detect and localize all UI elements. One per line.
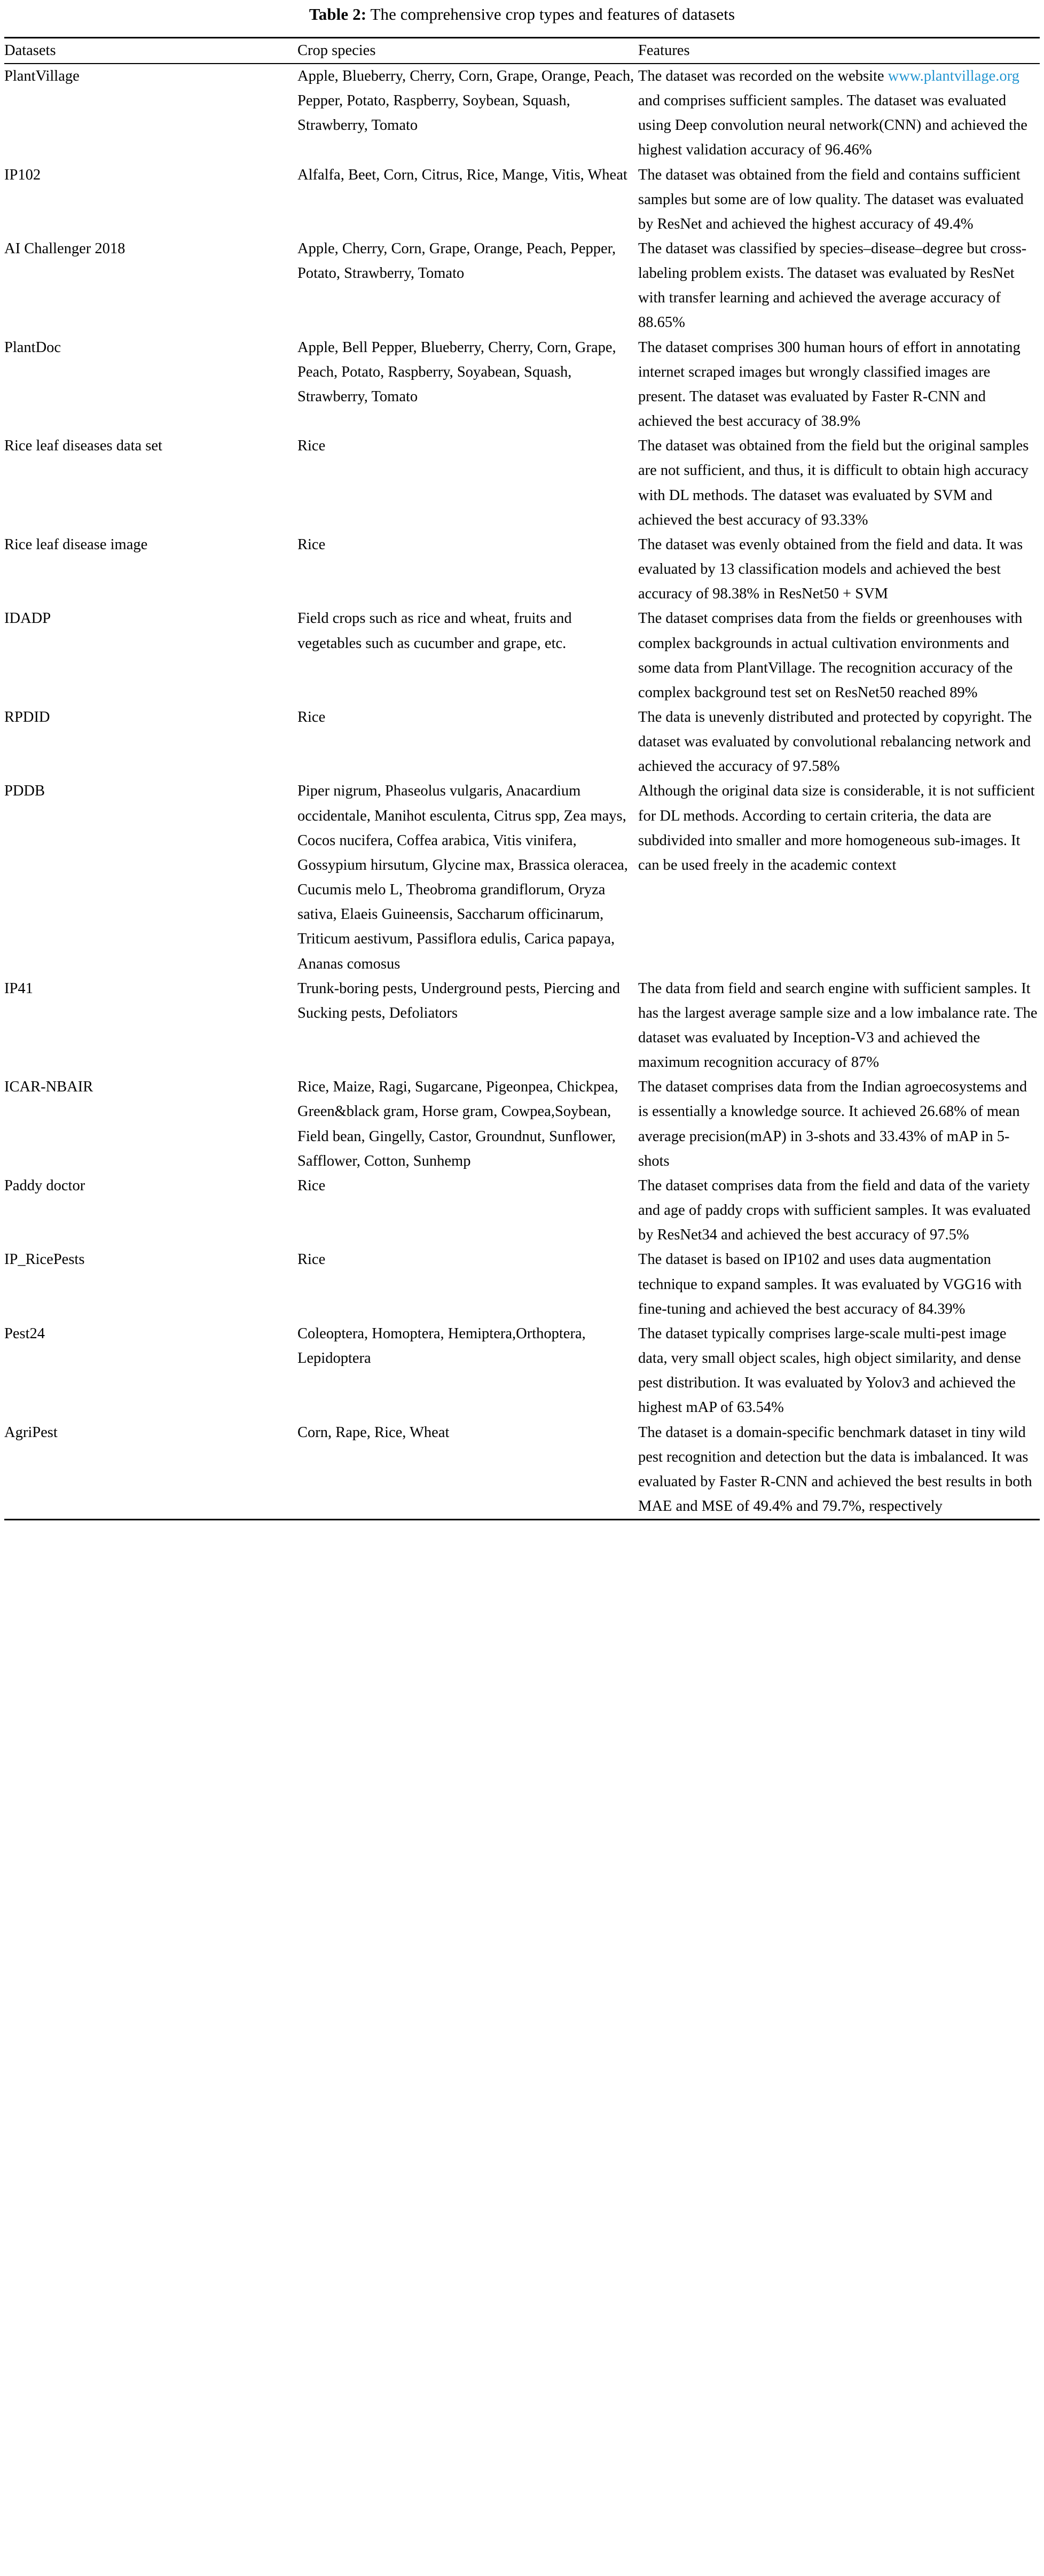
- cell-features: The dataset typically comprises large-scale multi-pest image data, very small object scales, high object similarity, and dense pest distribution. It was evaluated by Yolov3 and achieved the highest mAP of 63.54%: [638, 1325, 1021, 1416]
- cell-species: Rice: [297, 536, 326, 553]
- cell-species: Rice, Maize, Ragi, Sugarcane, Pigeonpea, Chickpea, Green&black gram, Horse gram, Cowpea,Soybean, Field bean, Gingelly, Castor, Groundnut, Sunflower, Safflower, Cotton, Sunhemp: [297, 1079, 618, 1169]
- table-row: [4, 434, 1040, 533]
- cell-species: Rice: [297, 1177, 326, 1194]
- cell-features: The dataset comprises 300 human hours of effort in annotating internet scraped images but wrongly classified images are present. The dataset was evaluated by Faster R-CNN and achieved the best accuracy of 38.9%: [638, 339, 1021, 430]
- cell-species: Corn, Rape, Rice, Wheat: [297, 1424, 450, 1441]
- table-row: [4, 1075, 1040, 1174]
- cell-species: Coleoptera, Homoptera, Hemiptera,Orthoptera, Lepidoptera: [297, 1325, 586, 1367]
- cell-species: Trunk-boring pests, Underground pests, Piercing and Sucking pests, Defoliators: [297, 980, 620, 1021]
- cell-species: Field crops such as rice and wheat, fruits and vegetables such as cucumber and grape, etc.: [297, 610, 572, 652]
- column-header-crop-species: Crop species: [297, 42, 376, 59]
- cell-features: The dataset comprises data from the Indian agroecosystems and is essentially a knowledge source. It achieved 26.68% of mean average precision(mAP) in 3-shots and 33.43% of mAP in 5-shots: [638, 1079, 1027, 1169]
- column-header-datasets: Datasets: [4, 42, 56, 59]
- cell-features: The dataset was obtained from the field and contains sufficient samples but some are of low quality. The dataset was evaluated by ResNet and achieved the highest accuracy of 49.4%: [638, 166, 1024, 232]
- cell-features: The dataset comprises data from the fields or greenhouses with complex backgrounds in actual cultivation environments and some data from PlantVillage. The recognition accuracy of the complex background test set on ResNet50 reached 89%: [638, 610, 1023, 701]
- cell-features: Although the original data size is considerable, it is not sufficient for DL methods. According to certain criteria, the data are subdivided into smaller and more homogeneous sub-images. It can be used freely in the academic context: [638, 783, 1035, 873]
- cell-dataset: IP41: [4, 980, 33, 997]
- features-text-post: and comprises sufficient samples. The dataset was evaluated using Deep convolution neural network(CNN) and achieved the highest validation accuracy of 96.46%: [638, 92, 1027, 159]
- plantvillage-link[interactable]: www.plantvillage.org: [888, 67, 1019, 84]
- table-row: [4, 64, 1040, 163]
- table-row: [4, 977, 1040, 1075]
- table-header-row: [4, 38, 1040, 63]
- cell-species: Alfalfa, Beet, Corn, Citrus, Rice, Mange, Vitis, Wheat: [297, 166, 627, 183]
- table-caption-label: Table 2:: [309, 5, 367, 24]
- table-row: [4, 163, 1040, 237]
- table-row: [4, 1420, 1040, 1519]
- cell-dataset: AI Challenger 2018: [4, 240, 125, 257]
- table-row: [4, 705, 1040, 779]
- datasets-table-body: [4, 64, 1040, 1519]
- datasets-table: [4, 38, 1040, 63]
- cell-species: Rice: [297, 1251, 326, 1268]
- cell-dataset: Pest24: [4, 1325, 45, 1342]
- cell-features: The dataset was obtained from the field but the original samples are not sufficient, and thus, it is difficult to obtain high accuracy with DL methods. The dataset was evaluated by SVM and achieved the best accuracy of 93.33%: [638, 438, 1029, 528]
- cell-features: The dataset is a domain-specific benchmark dataset in tiny wild pest recognition and detection but the data is imbalanced. It was evaluated by Faster R-CNN and achieved the best results in both MAE and MSE of 49.4% and 79.7%, respectively: [638, 1424, 1032, 1515]
- cell-features: The dataset is based on IP102 and uses data augmentation technique to expand samples. It was evaluated by VGG16 with fine-tuning and achieved the best accuracy of 84.39%: [638, 1251, 1022, 1317]
- table-row: [4, 335, 1040, 434]
- cell-dataset: Rice leaf diseases data set: [4, 438, 162, 455]
- cell-features: The dataset was classified by species–disease–degree but cross-labeling problem exists. The dataset was evaluated by ResNet with transfer learning and achieved the average accuracy of 88.65%: [638, 240, 1027, 331]
- cell-features: [638, 64, 1040, 163]
- cell-dataset: Rice leaf disease image: [4, 536, 148, 553]
- cell-dataset: ICAR-NBAIR: [4, 1079, 93, 1096]
- cell-dataset: PlantDoc: [4, 339, 61, 356]
- cell-dataset: AgriPest: [4, 1424, 58, 1441]
- cell-species: Apple, Blueberry, Cherry, Corn, Grape, Orange, Peach, Pepper, Potato, Raspberry, Soybean, Squash, Strawberry, Tomato: [297, 67, 634, 134]
- cell-features: The dataset was evenly obtained from the field and data. It was evaluated by 13 classification models and achieved the best accuracy of 98.38% in ResNet50 + SVM: [638, 536, 1023, 603]
- table-caption-text: The comprehensive crop types and features of datasets: [370, 5, 735, 24]
- table-caption: [4, 0, 1040, 37]
- cell-dataset: IP_RicePests: [4, 1251, 85, 1268]
- table-row: [4, 1174, 1040, 1247]
- features-text-pre: The dataset was recorded on the website: [638, 67, 888, 84]
- cell-features: The data from field and search engine with sufficient samples. It has the largest average sample size and a low imbalance rate. The dataset was evaluated by Inception-V3 and achieved the maximum recognition accuracy of 87%: [638, 980, 1038, 1071]
- table-row: [4, 237, 1040, 335]
- cell-features: The dataset comprises data from the field and data of the variety and age of paddy crops with sufficient samples. It was evaluated by ResNet34 and achieved the best accuracy of 97.5%: [638, 1177, 1031, 1244]
- cell-dataset: RPDID: [4, 708, 50, 725]
- table-row: [4, 1247, 1040, 1321]
- table-row: [4, 606, 1040, 705]
- table-bottom-rule: [4, 1519, 1040, 1520]
- cell-dataset: Paddy doctor: [4, 1177, 85, 1194]
- table-row: [4, 533, 1040, 606]
- table-row: [4, 779, 1040, 976]
- cell-species: Apple, Cherry, Corn, Grape, Orange, Peach, Pepper, Potato, Strawberry, Tomato: [297, 240, 616, 282]
- cell-features: The data is unevenly distributed and protected by copyright. The dataset was evaluated by convolutional rebalancing network and achieved the accuracy of 97.58%: [638, 708, 1032, 775]
- cell-species: Rice: [297, 708, 326, 725]
- table-body: [4, 64, 1040, 1519]
- column-header-features: Features: [638, 42, 690, 59]
- cell-species: Apple, Bell Pepper, Blueberry, Cherry, Corn, Grape, Peach, Potato, Raspberry, Soyabean, Squash, Strawberry, Tomato: [297, 339, 616, 405]
- cell-species: Piper nigrum, Phaseolus vulgaris, Anacardium occidentale, Manihot esculenta, Citrus spp, Zea mays, Cocos nucifera, Coffea arabica, Vitis vinifera, Gossypium hirsutum, Glycine max, Brassica oleracea, Cucumis melo L, Theobroma grandiflorum, Oryza sativa, Elaeis Guineensis, Saccharum officinarum, Triticum aestivum, Passiflora edulis, Carica papaya, Ananas comosus: [297, 783, 628, 972]
- cell-dataset: PlantVillage: [4, 67, 80, 84]
- cell-dataset: IDADP: [4, 610, 51, 627]
- cell-dataset: IP102: [4, 166, 41, 183]
- table-header: [4, 38, 1040, 63]
- table-row: [4, 1322, 1040, 1420]
- cell-species: Rice: [297, 438, 326, 455]
- cell-dataset: PDDB: [4, 783, 45, 800]
